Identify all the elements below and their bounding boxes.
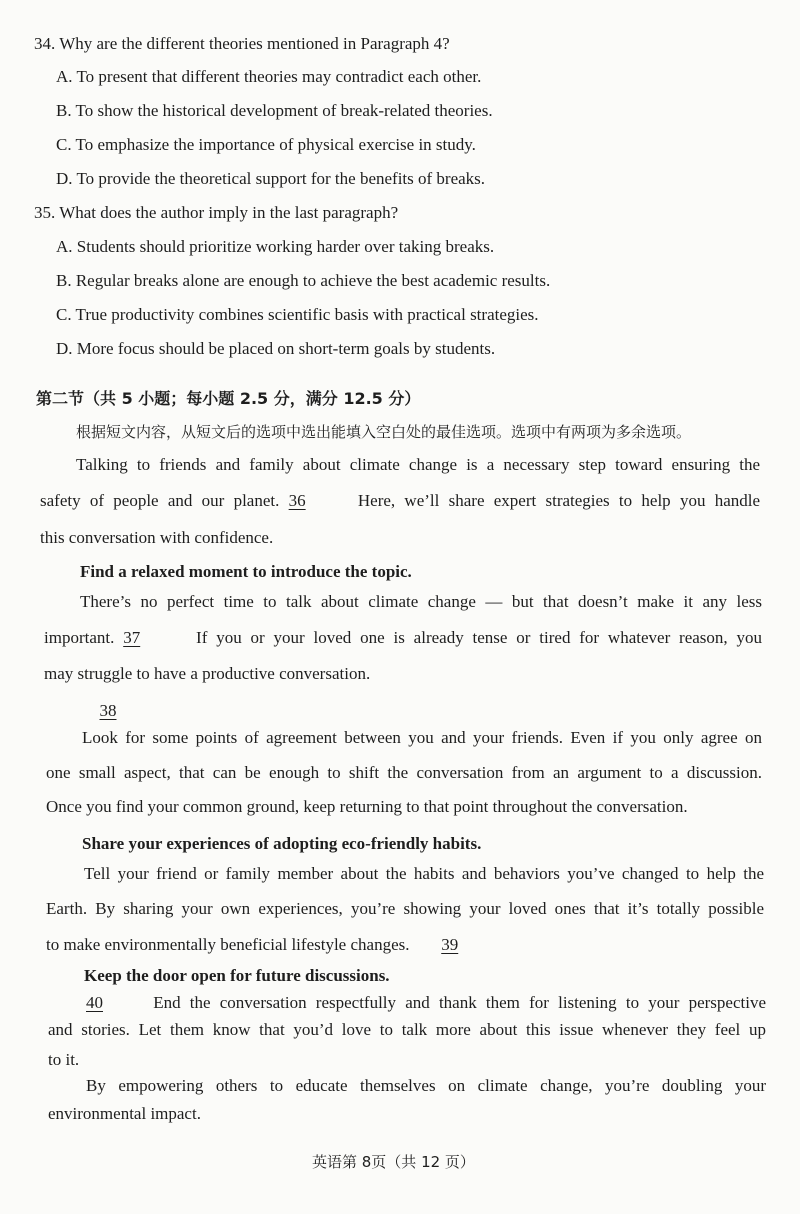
p1-line-2 bbox=[40, 491, 760, 511]
p2-line-2-before: important. bbox=[44, 628, 115, 647]
p5-line-1-after: End the conversation respectfully and thank them for listening to your perspective bbox=[153, 993, 767, 1012]
p3-line-1: Look for some points of agreement between you and your friends. Even if you only agree on bbox=[82, 728, 762, 747]
p1-line-3: this conversation with confidence. bbox=[40, 528, 274, 547]
heading-keep-door-open: Keep the door open for future discussions. bbox=[84, 966, 390, 985]
p2-line-2 bbox=[44, 628, 762, 648]
p1-line-1: Talking to friends and family about climate change is a necessary step toward ensuring the bbox=[76, 455, 760, 474]
p1-line-2-after: Here, we’ll share expert strategies to help you handle bbox=[357, 491, 761, 510]
section-instruction: 根据短文内容，从短文后的选项中选出能填入空白处的最佳选项。选项中有两项为多余选项。 bbox=[76, 423, 692, 441]
section-title: 第二节（共 5 小题；每小题 2.5 分，满分 12.5 分） bbox=[36, 389, 421, 408]
p3-line-2: one small aspect, that can be enough to shift the conversation from an argument to a discussion. bbox=[46, 763, 762, 782]
question-35-option-a: A. Students should prioritize working harder over taking breaks. bbox=[56, 237, 495, 256]
question-35-stem: 35. What does the author imply in the last paragraph? bbox=[34, 203, 399, 222]
p5-line-2: and stories. Let them know that you’d love to talk more about this issue whenever they feel up bbox=[48, 1020, 766, 1039]
question-35-option-d: D. More focus should be placed on short-term goals by students. bbox=[56, 339, 496, 358]
p6-line-1: By empowering others to educate themselves on climate change, you’re doubling your bbox=[86, 1076, 766, 1095]
blank-36: 36 bbox=[288, 491, 306, 510]
blank-39: 39 bbox=[441, 935, 459, 954]
p1-line-2-before: safety of people and our planet. bbox=[40, 491, 280, 510]
p6-line-2: environmental impact. bbox=[48, 1104, 201, 1123]
p4-line-2: Earth. By sharing your own experiences, you’re showing your loved ones that it’s totally possible bbox=[46, 899, 764, 918]
question-35-option-b: B. Regular breaks alone are enough to achieve the best academic results. bbox=[56, 271, 551, 290]
p2-line-2-after: If you or your loved one is already tense or tired for whatever reason, you bbox=[196, 628, 763, 647]
p4-line-3-before: to make environmentally beneficial lifestyle changes. bbox=[46, 935, 410, 954]
p4-line-3 bbox=[46, 935, 478, 955]
p4-line-1: Tell your friend or family member about the habits and behaviors you’ve changed to help the bbox=[84, 864, 764, 883]
question-34-option-d: D. To provide the theoretical support for the benefits of breaks. bbox=[56, 169, 486, 188]
p2-line-3: may struggle to have a productive conversation. bbox=[44, 664, 371, 683]
p5-line-3: to it. bbox=[48, 1050, 80, 1069]
heading-share-experiences: Share your experiences of adopting eco-friendly habits. bbox=[82, 834, 482, 853]
blank-38-line bbox=[80, 701, 136, 721]
question-34-option-a: A. To present that different theories may contradict each other. bbox=[56, 67, 482, 86]
question-35-option-c: C. True productivity combines scientific basis with practical strategies. bbox=[56, 305, 539, 324]
blank-40: 40 bbox=[86, 993, 103, 1012]
blank-38: 38 bbox=[99, 701, 117, 720]
p5-line-1 bbox=[86, 993, 766, 1013]
p3-line-3: Once you find your common ground, keep returning to that point throughout the conversation. bbox=[46, 797, 688, 816]
heading-relaxed-moment: Find a relaxed moment to introduce the topic. bbox=[80, 562, 412, 581]
question-34-option-b: B. To show the historical development of break-related theories. bbox=[56, 101, 493, 120]
p2-line-1: There’s no perfect time to talk about climate change — but that doesn’t make it any less bbox=[80, 592, 762, 611]
blank-37: 37 bbox=[123, 628, 141, 647]
question-34-stem: 34. Why are the different theories mentioned in Paragraph 4? bbox=[34, 34, 450, 53]
page-footer: 英语第 8页（共 12 页） bbox=[312, 1153, 475, 1171]
question-34-option-c: C. To emphasize the importance of physical exercise in study. bbox=[56, 135, 476, 154]
